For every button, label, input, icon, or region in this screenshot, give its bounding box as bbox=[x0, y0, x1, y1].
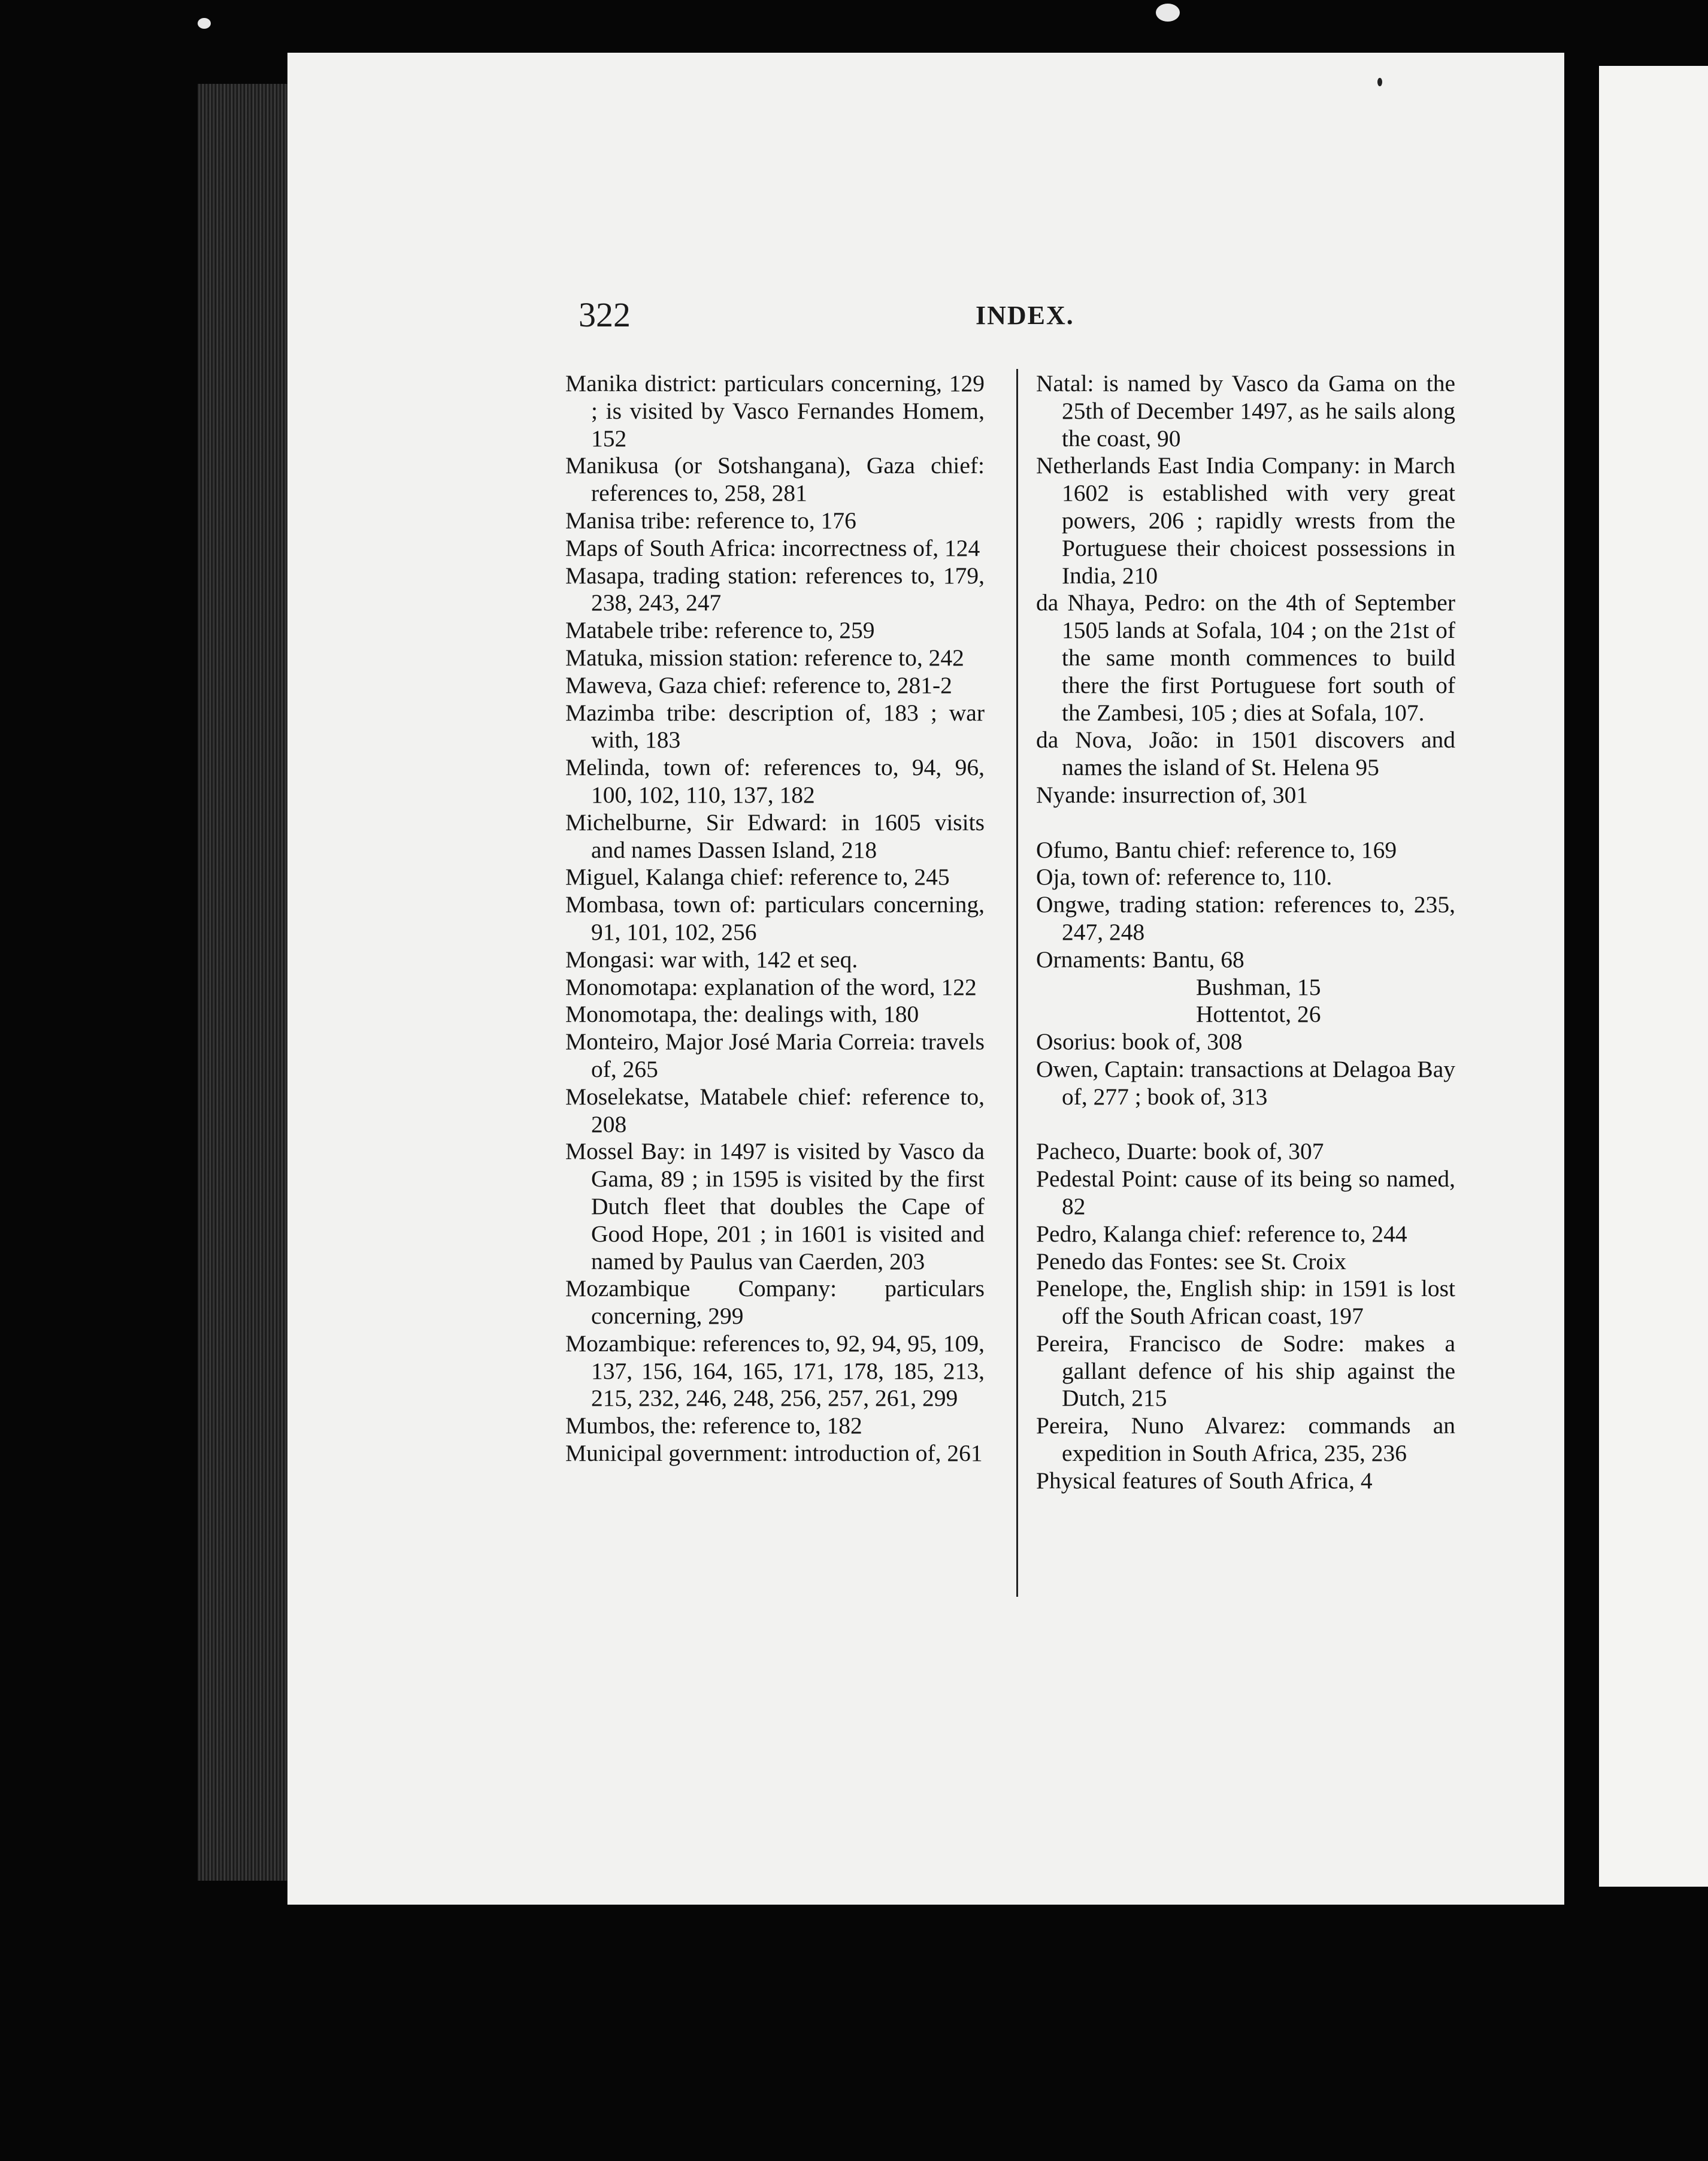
index-entry: Mozambique Company: particulars concerning, 299 bbox=[565, 1275, 985, 1330]
index-entry: Mozambique: references to, 92, 94, 95, 109, 137, 156, 164, 165, 171, 178, 185, 213, 215, 232, 246, 248, 256, 257, 261, 299 bbox=[565, 1330, 985, 1412]
index-entry: Physical features of South Africa, 4 bbox=[1036, 1467, 1373, 1494]
index-entry: Mombasa, town of: particulars concerning, 91, 101, 102, 256 bbox=[565, 891, 985, 945]
index-entry: Melinda, town of: references to, 94, 96, 100, 102, 110, 137, 182 bbox=[565, 754, 985, 808]
index-entry: Owen, Captain: transactions at Delagoa Bay of, 277 ; book of, 313 bbox=[1036, 1055, 1455, 1110]
index-entry: Pedestal Point: cause of its being so named, 82 bbox=[1036, 1166, 1455, 1219]
index-column-right bbox=[1036, 370, 1455, 1495]
index-entry: Manika district: particulars concerning, 129 ; is visited by Vasco Fernandes Homem, 152 bbox=[565, 370, 985, 452]
index-entry: Ornaments: Bantu, 68 bbox=[1036, 946, 1244, 973]
index-subentry: Bushman, 15 bbox=[1196, 973, 1321, 1000]
index-entry: Maps of South Africa: incorrectness of, 124 bbox=[565, 534, 980, 561]
column-divider bbox=[1016, 369, 1018, 1597]
index-entry: Michelburne, Sir Edward: in 1605 visits and names Dassen Island, 218 bbox=[565, 809, 985, 863]
index-entry: Nyande: insurrection of, 301 bbox=[1036, 781, 1309, 808]
index-entry: Mazimba tribe: description of, 183 ; war with, 183 bbox=[565, 699, 985, 753]
index-column-left bbox=[565, 370, 985, 1467]
index-entry: Matuka, mission station: reference to, 242 bbox=[565, 644, 964, 671]
index-entry: Pereira, Nuno Alvarez: commands an expedition in South Africa, 235, 236 bbox=[1036, 1412, 1455, 1467]
index-entry: Penelope, the, English ship: in 1591 is lost off the South African coast, 197 bbox=[1036, 1275, 1455, 1330]
index-entry: Ofumo, Bantu chief: reference to, 169 bbox=[1036, 836, 1397, 863]
index-entry: Municipal government: introduction of, 261 bbox=[565, 1440, 983, 1467]
index-entry: Pedro, Kalanga chief: reference to, 244 bbox=[1036, 1220, 1407, 1247]
index-entry: Monteiro, Major José Maria Correia: travels of, 265 bbox=[565, 1028, 985, 1082]
index-entry: Osorius: book of, 308 bbox=[1036, 1028, 1243, 1055]
scan-specks bbox=[0, 0, 1708, 54]
index-entry: Mossel Bay: in 1497 is visited by Vasco da Gama, 89 ; in 1595 is visited by the first Dutch fleet that doubles the Cape of Good Hope, 201 ; in 1601 is visited and named by Paulus van Caerden, 203 bbox=[565, 1138, 985, 1275]
index-entry: Monomotapa: explanation of the word, 122 bbox=[565, 973, 977, 1000]
index-subentry: Hottentot, 26 bbox=[1196, 1001, 1321, 1028]
index-entry: Penedo das Fontes: see St. Croix bbox=[1036, 1248, 1346, 1275]
index-entry: Maweva, Gaza chief: reference to, 281-2 bbox=[565, 671, 952, 698]
index-entry: da Nhaya, Pedro: on the 4th of September 1505 lands at Sofala, 104 ; on the 21st of the same month commences to build there the first Portuguese fort south of the Zambesi, 105 ; dies at Sofala, 107. bbox=[1036, 589, 1455, 726]
index-entry: Miguel, Kalanga chief: reference to, 245 bbox=[565, 864, 950, 891]
index-entry: Manikusa (or Sotshangana), Gaza chief: references to, 258, 281 bbox=[565, 452, 985, 507]
index-entry: Natal: is named by Vasco da Gama on the 25th of December 1497, as he sails along the coast, 90 bbox=[1036, 370, 1455, 452]
page-number: 322 bbox=[579, 295, 631, 334]
index-entry: Mongasi: war with, 142 et seq. bbox=[565, 946, 858, 973]
running-head: INDEX. bbox=[976, 301, 1074, 330]
index-entry: Matabele tribe: reference to, 259 bbox=[565, 617, 875, 644]
index-entry: Moselekatse, Matabele chief: reference to, 208 bbox=[565, 1083, 985, 1137]
index-entry: Netherlands East India Company: in March 1602 is established with very great powers, 206 ; rapidly wrests from the Portuguese their choicest possessions in India, 210 bbox=[1036, 452, 1455, 589]
page-header bbox=[579, 291, 1456, 339]
facing-page-edge bbox=[1599, 66, 1708, 1887]
index-entry: Pereira, Francisco de Sodre: makes a gallant defence of his ship against the Dutch, 215 bbox=[1036, 1330, 1455, 1412]
index-entry: Oja, town of: reference to, 110. bbox=[1036, 864, 1333, 891]
index-entry: Mumbos, the: reference to, 182 bbox=[565, 1412, 862, 1439]
index-entry: Ongwe, trading station: references to, 235, 247, 248 bbox=[1036, 891, 1455, 945]
index-entry: Masapa, trading station: references to, 179, 238, 243, 247 bbox=[565, 562, 985, 616]
index-entry: Pacheco, Duarte: book of, 307 bbox=[1036, 1138, 1324, 1165]
index-entry: da Nova, João: in 1501 discovers and names the island of St. Helena 95 bbox=[1036, 727, 1455, 781]
index-entry: Manisa tribe: reference to, 176 bbox=[565, 507, 856, 534]
index-entry: Monomotapa, the: dealings with, 180 bbox=[565, 1001, 919, 1028]
